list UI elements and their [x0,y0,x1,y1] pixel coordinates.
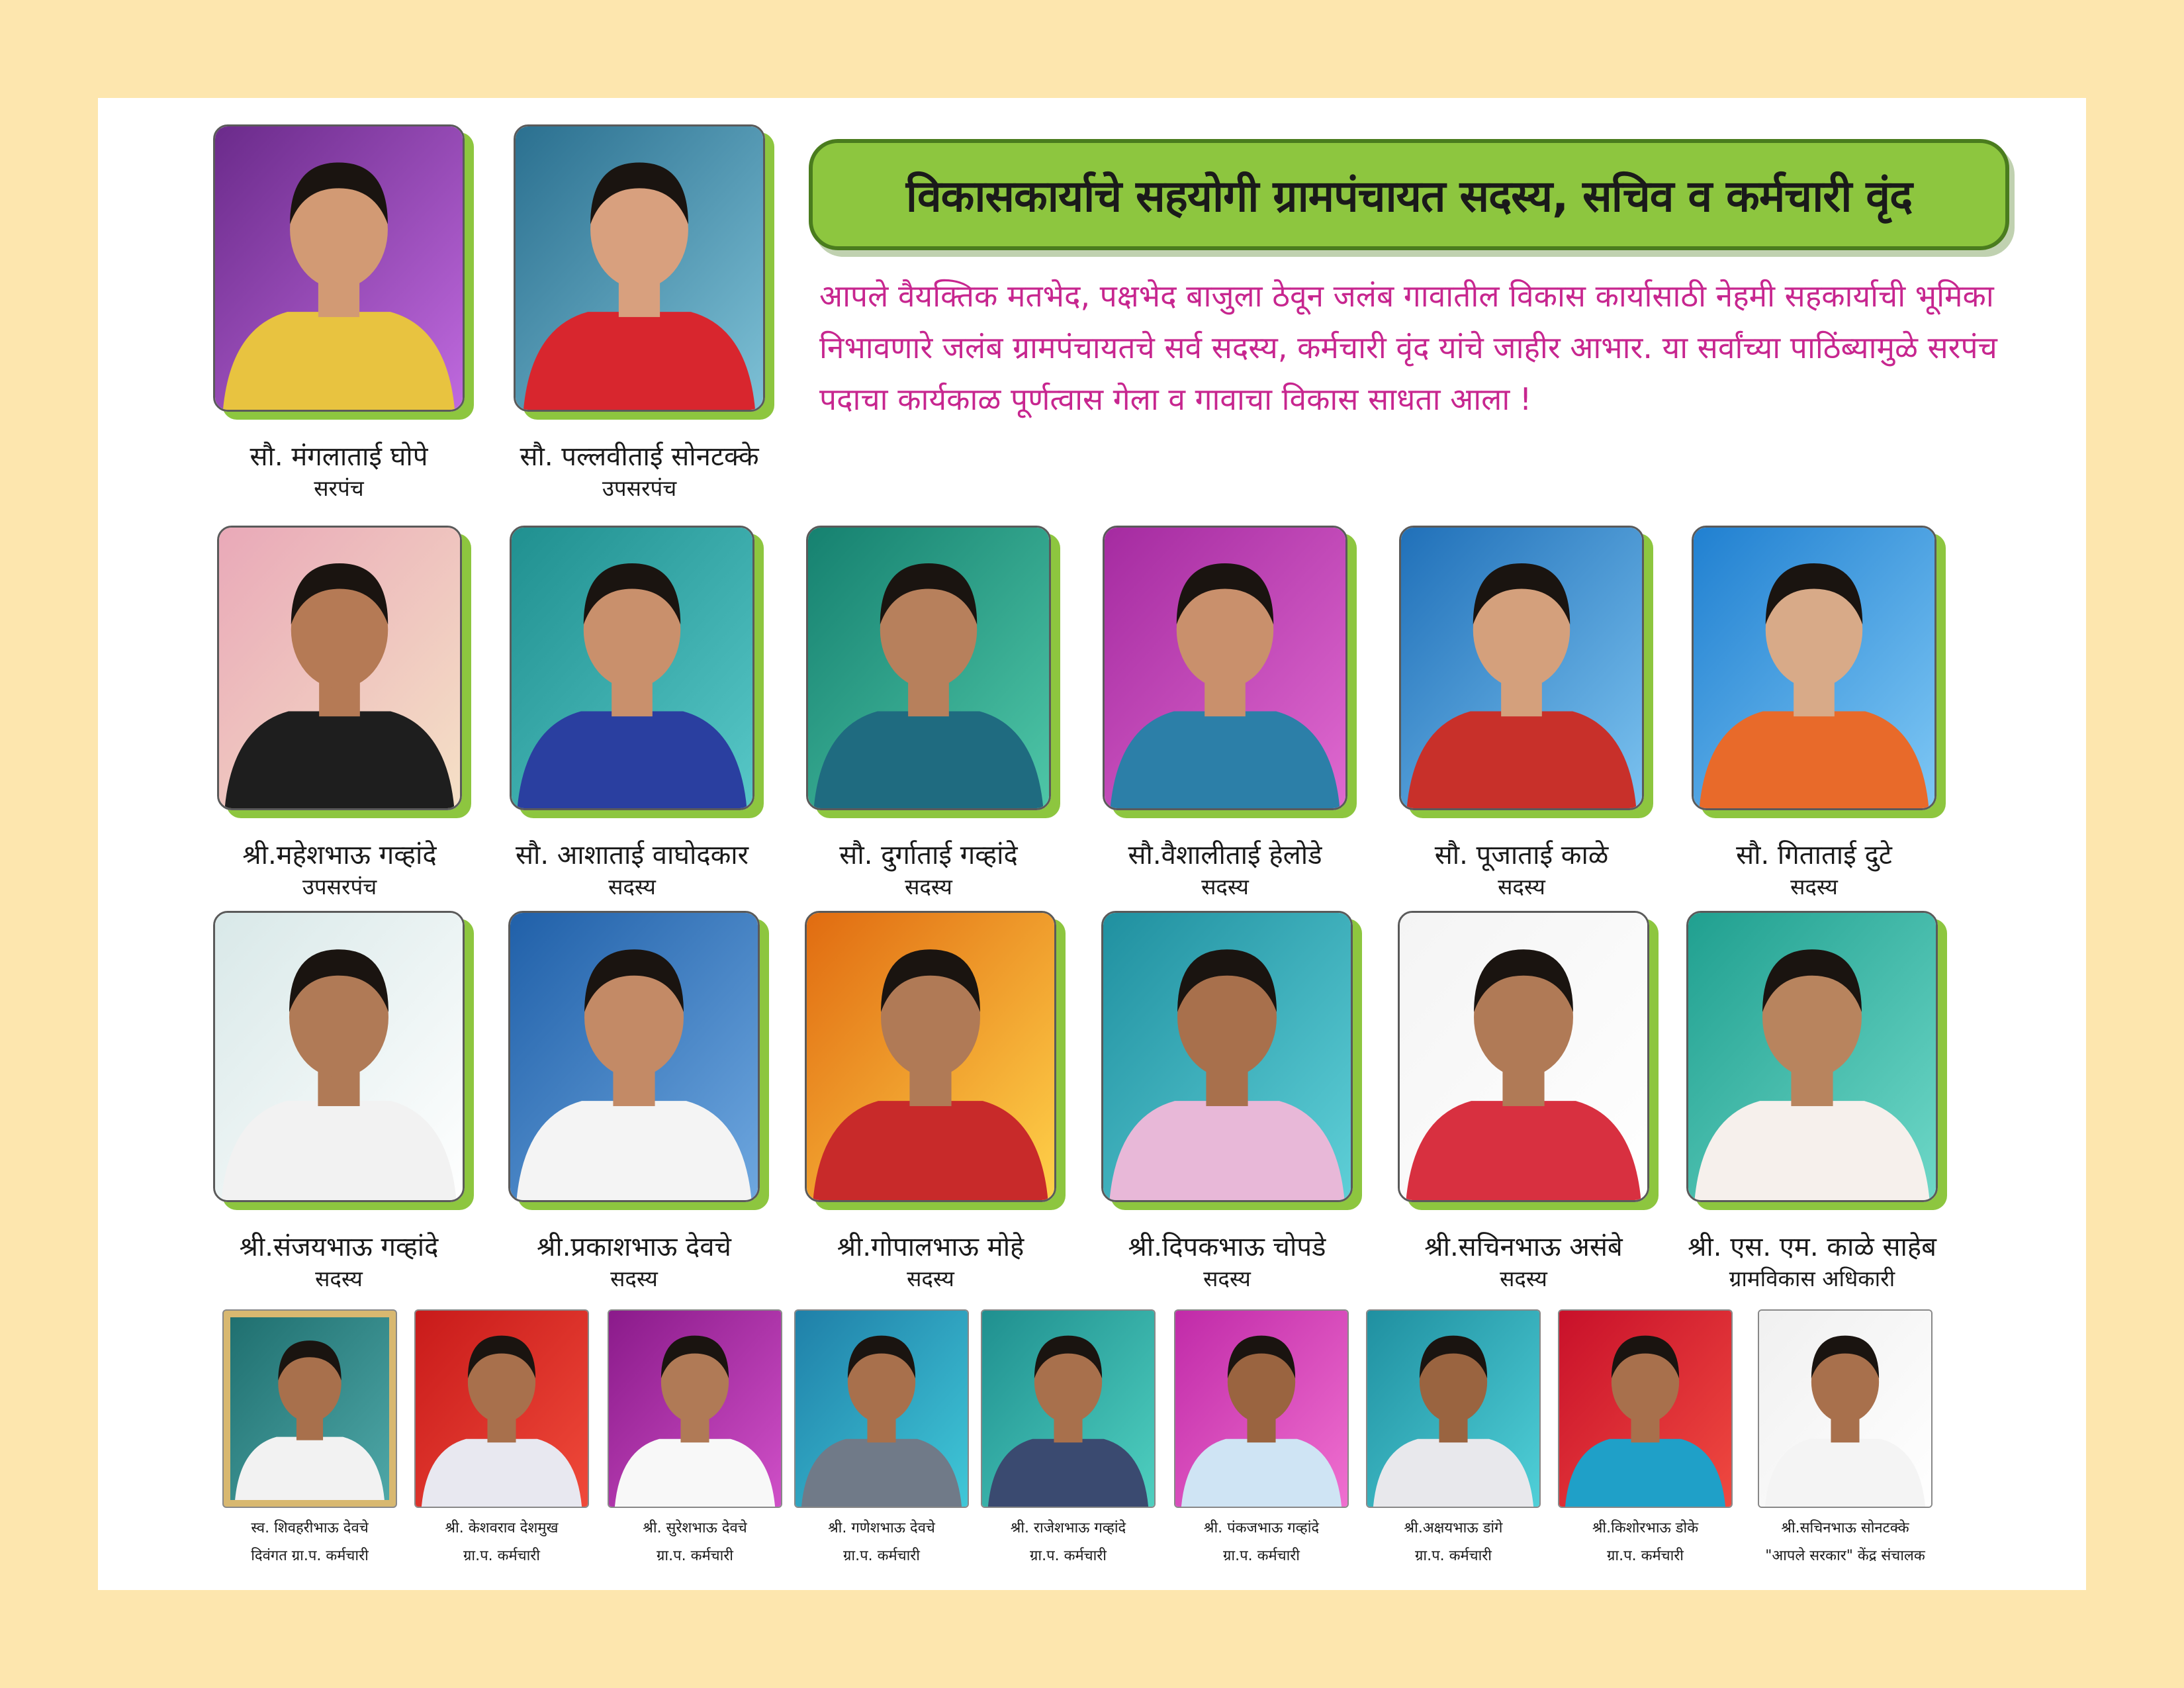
portrait-card [806,526,1051,900]
person-role: ग्रा.प. कर्मचारी [1223,1548,1300,1564]
portrait-image [1401,528,1642,808]
person-role: "आपले सरकार" केंद्र संचालक [1765,1548,1925,1564]
person-name: स्व. शिवहरीभाऊ देवचे [251,1520,369,1536]
person-role: सदस्य [1498,874,1545,900]
portrait-photo [1558,1309,1733,1508]
heading-text: विकासकार्याचे सहयोगी ग्रामपंचायत सदस्य, सचिव व कर्मचारी वृंद [905,171,1913,222]
person-name: श्री. गणेशभाऊ देवचे [828,1520,935,1536]
portrait-photo [213,911,465,1202]
portrait-image [230,1317,389,1500]
portrait-photo [1692,526,1936,810]
portrait-image [1175,1311,1347,1507]
portrait-image [1688,913,1936,1200]
person-name: श्री. सुरेशभाऊ देवचे [643,1520,747,1536]
portrait-image [1103,913,1351,1200]
portrait-card [1103,526,1347,900]
portrait-card [414,1309,589,1564]
portrait-photo [1174,1309,1349,1508]
portrait-card [1758,1309,1933,1564]
portrait-card [514,124,765,501]
person-role: ग्रा.प. कर्मचारी [657,1548,733,1564]
person-name: श्री. एस. एम. काळे साहेब [1688,1232,1936,1262]
portrait-photo [510,526,754,810]
portrait-photo [805,911,1056,1202]
person-name: श्री.किशोरभाऊ डोके [1592,1520,1699,1536]
person-name: श्री.सचिनभाऊ असंबे [1424,1232,1623,1262]
person-role: सदस्य [1790,874,1838,900]
portrait-photo [1399,526,1644,810]
portrait-card [608,1309,782,1564]
portrait-card [1692,526,1936,900]
person-name: श्री.महेशभाऊ गव्हांदे [242,840,437,870]
portrait-card [1399,526,1644,900]
person-name: श्री.संजयभाऊ गव्हांदे [239,1232,439,1262]
portrait-image [1694,528,1934,808]
portrait-card [1686,911,1938,1291]
portrait-image [416,1311,588,1507]
portrait-photo [1686,911,1938,1202]
person-role: सदस्य [907,1266,954,1291]
portrait-card [805,911,1056,1291]
person-role: ग्रा.प. कर्मचारी [463,1548,540,1564]
person-name: श्री.सचिनभाऊ सोनटक्के [1781,1520,1909,1536]
portrait-card [510,526,754,900]
person-name: श्री.अक्षयभाऊ डांगे [1404,1520,1503,1536]
person-role: सदस्य [1203,1266,1251,1291]
person-name: सौ. पल्लवीताई सोनटक्के [520,442,759,472]
portrait-photo [514,124,765,412]
portrait-image [808,528,1049,808]
person-name: सौ. आशाताई वाघोदकार [515,840,749,870]
portrait-photo [1758,1309,1933,1508]
portrait-photo [222,1309,397,1508]
person-role: सदस्य [1500,1266,1547,1291]
person-role: ग्रा.प. कर्मचारी [1030,1548,1107,1564]
person-name: सौ.वैशालीताई हेलोडे [1128,840,1322,870]
portrait-photo [794,1309,969,1508]
portrait-card [1174,1309,1349,1564]
description-text: आपले वैयक्तिक मतभेद, पक्षभेद बाजुला ठेवून जलंब गावातील विकास कार्यासाठी नेहमी सहकार्याची भूमिका निभावणारे जलंब ग्रामपंचायतचे सर्व सदस्य, कर्मचारी वृंद यांचे जाहीर आभार. या सर्वांच्या पाठिंब्यामुळे सरपंच पदाचा कार्यकाळ पूर्णत्वास गेला व गावाचा विकास साधता आला ! [819,278,1997,417]
person-role: सदस्य [1201,874,1249,900]
person-role: ग्रामविकास अधिकारी [1729,1266,1895,1291]
portrait-image [219,528,460,808]
portrait-card [222,1309,397,1564]
person-name: श्री. राजेशभाऊ गव्हांदे [1010,1520,1126,1536]
portrait-card [1366,1309,1541,1564]
portrait-card [1101,911,1353,1291]
person-name: श्री.दिपकभाऊ चोपडे [1128,1232,1326,1262]
portrait-card [213,911,465,1291]
portrait-photo [1103,526,1347,810]
person-role: सदस्य [315,1266,363,1291]
portrait-image [516,126,763,410]
portrait-card [1398,911,1649,1291]
person-name: सौ. पूजाताई काळे [1434,840,1609,870]
portrait-photo [1398,911,1649,1202]
portrait-card [508,911,760,1291]
person-role: ग्रा.प. कर्मचारी [843,1548,920,1564]
portrait-card [213,124,465,501]
person-role: सदस्य [905,874,952,900]
portrait-image [512,528,752,808]
portrait-photo [608,1309,782,1508]
portrait-image [1400,913,1647,1200]
person-name: श्री. केशवराव देशमुख [445,1520,559,1536]
portrait-photo [1101,911,1353,1202]
person-role: उपसरपंच [302,874,377,900]
person-role: उपसरपंच [602,475,677,501]
person-name: सौ. गिताताई दुटे [1736,840,1892,870]
portrait-card [981,1309,1156,1564]
person-name: श्री. पंकजभाऊ गव्हांदे [1203,1520,1320,1536]
person-role: ग्रा.प. कर्मचारी [1607,1548,1684,1564]
portrait-image [807,913,1054,1200]
portrait-image [1367,1311,1539,1507]
person-name: सौ. मंगलाताई घोपे [250,442,428,472]
portrait-image [609,1311,781,1507]
portrait-image [1559,1311,1731,1507]
portrait-photo [213,124,465,412]
portrait-photo [1366,1309,1541,1508]
portrait-image [1105,528,1345,808]
person-role: सदस्य [610,1266,658,1291]
portrait-image [1759,1311,1931,1507]
person-role: सदस्य [608,874,656,900]
portrait-card [1558,1309,1733,1564]
portrait-image [796,1311,968,1507]
portrait-photo [414,1309,589,1508]
person-role: दिवंगत ग्रा.प. कर्मचारी [251,1548,369,1564]
person-name: श्री.प्रकाशभाऊ देवचे [537,1232,731,1262]
portrait-image [215,126,463,410]
portrait-photo [981,1309,1156,1508]
portrait-image [510,913,758,1200]
portrait-photo [806,526,1051,810]
portrait-photo [217,526,462,810]
person-name: सौ. दुर्गाताई गव्हांदे [839,840,1018,870]
heading-banner [809,139,2009,250]
person-role: सरपंच [314,475,364,501]
person-name: श्री.गोपालभाऊ मोहे [837,1232,1024,1262]
portrait-image [215,913,463,1200]
portrait-photo [508,911,760,1202]
portrait-image [982,1311,1154,1507]
person-role: ग्रा.प. कर्मचारी [1415,1548,1492,1564]
portrait-card [217,526,462,900]
portrait-card [794,1309,969,1564]
